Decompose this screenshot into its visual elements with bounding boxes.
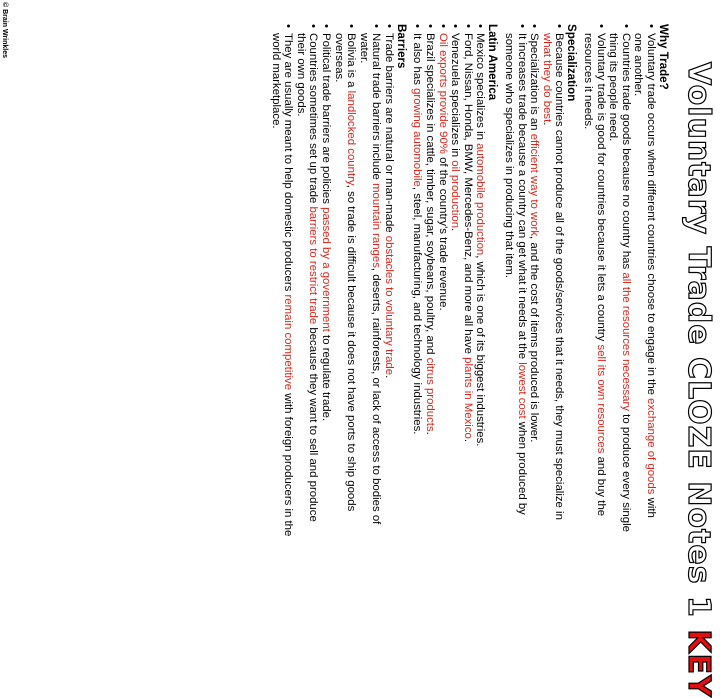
- bullet-text: Voluntary trade occurs when different countries choose to engage in the: [645, 33, 657, 399]
- section-heading: Barriers: [394, 24, 408, 69]
- bullet-text: Brazil specializes in cattle, timber, sugar, soybeans, poultry, and: [424, 33, 437, 358]
- bullet-item: [357, 24, 382, 538]
- page-title: [681, 62, 716, 698]
- bullet-item: [540, 24, 565, 538]
- answer-text: exchange of goods: [645, 398, 657, 495]
- bullet-item: [607, 24, 632, 538]
- bullet-item: [424, 24, 437, 538]
- bullet-text: , so trade is difficult because it does not have ports to ship goods overseas.: [332, 33, 358, 512]
- answer-text: lowest cost: [515, 362, 528, 419]
- bullet-text: Political trade barriers are policies: [319, 33, 332, 208]
- bullet-item: [332, 24, 357, 538]
- bullet-text: with foreign producers in the world marketplace.: [269, 33, 295, 537]
- bullet-item: [411, 24, 424, 538]
- bullet-text: , deserts, rainforests, or lack of access to bodies of water.: [357, 33, 383, 525]
- bullet-text: It increases trade because a country can get what it needs at the: [515, 33, 528, 363]
- bullet-text: of the country's trade revenue.: [436, 153, 449, 311]
- answer-text: passed by a government: [319, 207, 332, 332]
- answer-text: sell its own resources: [594, 344, 607, 454]
- answer-text: remain competitive: [282, 294, 295, 391]
- answer-text: obstacles to voluntary trade: [382, 235, 395, 376]
- bullet-text: Because countries cannot produce all of the goods/services that it needs, they must specialize in: [553, 33, 566, 520]
- bullet-text: Trade barriers are natural or man-made: [382, 33, 395, 236]
- bullet-list: [502, 24, 565, 538]
- bullet-text: .: [540, 122, 553, 126]
- bullet-item: [269, 24, 294, 538]
- bullet-item: [528, 24, 541, 538]
- answer-text: landlocked country: [345, 90, 358, 185]
- bullet-text: Countries sometimes set up trade: [307, 33, 320, 207]
- answer-text: Oil exports provide 90%: [436, 33, 449, 154]
- bullet-text: , steel, manufacturing, and technology industries.: [411, 186, 424, 435]
- bullet-text: because they want to sell and produce their own goods.: [294, 33, 320, 522]
- bullet-item: [319, 24, 332, 538]
- bullet-item: [382, 24, 395, 538]
- bullet-text: Ford, Nissan, Honda, BMW, Mercedes-Benz, and more all have: [461, 33, 474, 358]
- bullet-item: [449, 24, 462, 538]
- bullet-item: [461, 24, 474, 538]
- answer-text: plants in Mexico: [461, 357, 474, 439]
- section-heading: Why Trade?: [657, 24, 670, 90]
- notes-content: [266, 24, 670, 538]
- title-key: KEY: [681, 629, 716, 698]
- bullet-list: [581, 24, 657, 538]
- bullet-text: Venezuela specializes in: [449, 33, 462, 161]
- section-latin-america: [411, 24, 500, 538]
- bullet-item: [436, 24, 449, 538]
- answer-text: citrus products: [424, 357, 437, 432]
- section-heading: Specialization: [565, 24, 579, 102]
- title-text: Voluntary Trade CLOZE Notes 1: [681, 62, 716, 630]
- bullet-text: with one another.: [632, 33, 657, 518]
- bullet-text: , and the cost of items produced is lower.: [528, 236, 541, 443]
- bullet-list: [411, 24, 487, 538]
- bullet-text: It also has: [411, 33, 424, 89]
- answer-text: barriers to restrict trade: [307, 206, 320, 325]
- bullet-text: , which is one of its biggest industries.: [474, 255, 487, 447]
- bullet-text: to regulate trade.: [319, 331, 332, 422]
- bullet-item: [581, 24, 606, 538]
- section-barriers: [269, 24, 408, 538]
- bullet-item: [294, 24, 319, 538]
- answer-text: mountain ranges: [370, 183, 383, 268]
- bullet-text: .: [382, 375, 395, 379]
- bullet-text: Specialization is an: [528, 33, 541, 134]
- bullet-item: [502, 24, 527, 538]
- section-why-trade: [581, 24, 670, 538]
- bullet-text: .: [461, 438, 474, 442]
- copyright-notice: © Brain Wrinkles: [1, 2, 8, 58]
- bullet-text: They are usually meant to help domestic producers: [282, 33, 295, 295]
- answer-text: automobile production: [474, 143, 487, 256]
- answer-text: what they do best: [540, 33, 553, 123]
- answer-text: growing automobile: [411, 88, 424, 187]
- bullet-text: Bolivia is a: [345, 33, 358, 91]
- bullet-text: Mexico specializes in: [474, 33, 487, 144]
- bullet-item: [474, 24, 487, 538]
- section-heading: Latin America: [486, 24, 500, 101]
- bullet-text: when produced by someone who specializes in producing that item.: [503, 33, 528, 515]
- bullet-text: .: [449, 228, 462, 232]
- bullet-text: .: [424, 431, 437, 435]
- section-specialization: [502, 24, 578, 538]
- bullet-text: and buy the resources it needs.: [582, 33, 607, 517]
- bullet-text: Natural trade barriers include: [370, 33, 383, 184]
- bullet-text: to produce every single thing its people need.: [607, 33, 632, 532]
- bullet-item: [632, 24, 657, 538]
- bullet-list: [269, 24, 395, 538]
- bullet-text: Voluntary trade is good for countries because it lets a country: [594, 33, 607, 345]
- answer-text: oil production: [449, 160, 462, 229]
- answer-text: all the resources necessary: [619, 272, 632, 412]
- answer-text: efficient way to work: [528, 133, 541, 237]
- bullet-text: Countries trade goods because no country has: [619, 33, 632, 273]
